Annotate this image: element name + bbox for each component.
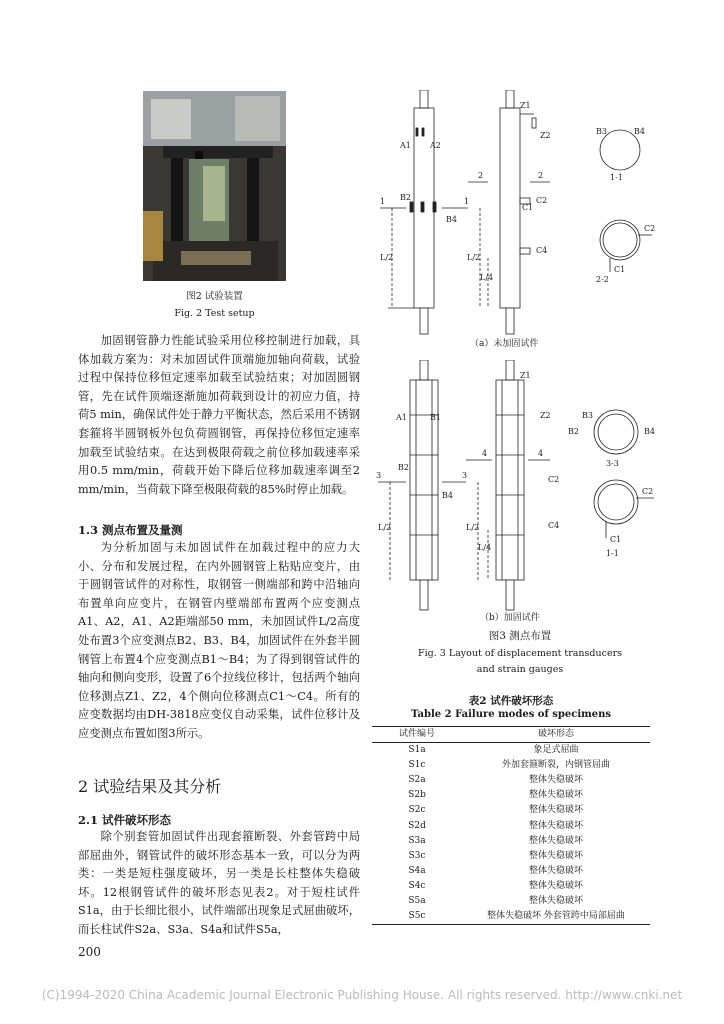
specimen-id-cell: S3a [408,835,426,846]
paragraph-loading: 加固钢管静力性能试验采用位移控制进行加载，具体加载方案为：对未加固试件顶端施加轴向荷载，试验过程中保持位移恒定速率加载至试验结束；对加固圆钢管，先在试件顶端逐渐施加荷载到设计的初应力值，持荷5 min，确保试件处于静力平衡状态，然后采用不锈钢套箍将半圆钢板外包负荷圆钢管，再保持位移恒定速率加载至试验结束。在达到极限荷载之前位移加载速率采用0.5 mm/min，荷载开始下降后位移加载速率调至2 mm/min，当荷载下降至极限荷载的85%时停止加载。 [78,334,360,496]
svg-text:B3: B3 [596,127,607,136]
svg-text:（b）加固试件: （b）加固试件 [480,613,540,623]
fig3b-diagram [370,360,670,625]
svg-text:2: 2 [538,171,544,180]
svg-text:4: 4 [538,449,544,458]
svg-text:C2: C2 [642,487,654,496]
svg-text:B3: B3 [582,411,593,420]
paragraph-measurement: 为分析加固与未加固试件在加载过程中的应力大小、分布和发展过程，在内外圆钢管上粘贴应变片，由于圆钢管试件的对称性，取钢管一侧端部和跨中沿轴向布置单向应变片，在钢管内壁端部布置两个应变测点A1、A2，A1、A2距端部50 mm，未加固试件L/2高度处布置3个应变测点B2、B3、B4，加固试件在外套半圆钢管上布置4个应变测点B1～B4；为了得到钢管试件的轴向和侧向变形，设置了6个拉线位移计，包括两个轴向位移测点Z1、Z2，4个侧向位移测点C1～C4。所有的应变数据均由DH-3818应变仪自动采集，试件位移计及应变测点布置如图3所示。 [78,541,360,740]
svg-text:C1: C1 [610,535,622,544]
failure-mode-cell: 整体失稳破坏 [528,805,583,816]
svg-text:A1: A1 [400,141,411,150]
specimen-id-cell: S1a [408,745,426,756]
failure-mode-cell: 整体失稳破坏 [528,820,583,831]
table-header: 破坏形态 [537,729,574,739]
failure-mode-cell: 象足式屈曲 [533,745,579,756]
section-heading-1-3: 1.3 测点布置及量测 [78,523,183,537]
svg-text:A1: A1 [396,413,407,422]
table-row [372,819,650,834]
svg-text:4: 4 [482,449,488,458]
table-row [372,758,650,773]
failure-mode-cell: 整体失稳破坏 [528,865,583,876]
svg-text:B1: B1 [430,413,441,422]
page-number: 200 [78,945,101,959]
specimen-id-cell: S4c [408,880,426,891]
svg-text:Z2: Z2 [540,411,551,420]
svg-text:C2: C2 [548,475,560,484]
failure-mode-cell: 整体失稳破坏 外套管跨中局部屈曲 [487,911,625,922]
svg-text:C2: C2 [536,196,548,205]
svg-text:2: 2 [478,171,484,180]
specimen-id-cell: S5c [408,911,426,922]
svg-text:L/2: L/2 [466,523,480,532]
table-row [372,864,650,879]
specimen-id-cell: S2a [408,775,426,786]
svg-text:1: 1 [464,197,470,206]
table2 [372,726,650,925]
specimen-id-cell: S1c [408,760,426,771]
svg-text:（a）未加固试件: （a）未加固试件 [470,339,539,349]
table-row [372,834,650,849]
fig3a-specimen-2-top-rod [506,90,514,108]
table-row [372,849,650,864]
table2-title-en: Table 2 Failure modes of specimens [411,709,611,720]
svg-text:Z1: Z1 [520,371,531,380]
failure-mode-cell: 整体失稳破坏 [528,790,583,801]
table-row [372,909,650,925]
table-header: 试件编号 [398,729,435,739]
specimen-id-cell: S4a [408,865,426,876]
svg-text:C1: C1 [614,265,626,274]
section-heading-2-1: 2.1 试件破坏形态 [78,813,172,827]
table-row [372,879,650,894]
copyright-footer: (C)1994-2020 China Academic Journal Electronic Publishing House. All rights reserved. http://www.cnki.net [41,988,683,1002]
svg-text:3-3: 3-3 [606,459,619,468]
svg-text:1-1: 1-1 [610,173,623,182]
svg-text:C4: C4 [536,246,548,255]
svg-text:B4: B4 [644,427,655,436]
svg-text:Z2: Z2 [540,131,551,140]
svg-text:Z1: Z1 [520,101,531,110]
paragraph-failure: 除个别套管加固试件出现套箍断裂、外套管跨中局部屈曲外，钢管试件的破坏形态基本一致，可以分为两类：一类是短柱强度破坏，另一类是长柱整体失稳破坏。12根钢管试件的破坏形态见表2。对于短柱试件S1a，由于长细比很小，试件端部出现象足式屈曲破坏，而长柱试件S2a、S3a、S4a和试件S5a， [78,830,360,936]
failure-mode-cell: 外加套箍断裂，内钢管屈曲 [501,760,610,771]
svg-text:L/2: L/2 [380,253,394,262]
fig3a-specimen-2-tube [500,108,520,308]
svg-text:1-1: 1-1 [606,549,619,558]
table-row [372,743,650,759]
svg-text:2-2: 2-2 [596,275,609,284]
specimen-id-cell: S3c [408,850,426,861]
svg-text:1: 1 [380,197,386,206]
svg-text:L/4: L/4 [478,543,492,552]
svg-text:B2: B2 [568,427,579,436]
table-row [372,894,650,909]
failure-mode-cell: 整体失稳破坏 [528,896,583,907]
svg-text:L/2: L/2 [467,253,481,262]
fig3a-diagram [370,90,670,350]
svg-text:C4: C4 [548,521,560,530]
fig3a-specimen-1-bottom-rod [420,308,428,334]
fig2-caption-cn: 图2 试验装置 [186,291,243,302]
failure-mode-cell: 整体失稳破坏 [528,835,583,846]
svg-text:3: 3 [462,471,468,480]
fig3-caption-en-2: and strain gauges [476,664,564,675]
section-heading-2: 2 试验结果及其分析 [78,777,222,796]
svg-text:C1: C1 [522,203,534,212]
table-row [372,773,650,788]
svg-text:B4: B4 [442,491,453,500]
fig3-caption-cn: 图3 测点布置 [488,630,552,642]
fig3-caption-en-1: Fig. 3 Layout of displacement transducers [418,648,622,659]
svg-text:B4: B4 [634,127,645,136]
table-row [372,788,650,803]
fig2-caption-en: Fig. 2 Test setup [174,308,255,319]
table-row [372,803,650,818]
fig3a-specimen-1-top-rod [420,90,428,108]
table2-title-cn: 表2 试件破坏形态 [468,695,554,707]
specimen-id-cell: S5a [408,896,426,907]
specimen-id-cell: S2b [408,790,426,801]
failure-mode-cell: 整体失稳破坏 [528,880,583,891]
specimen-id-cell: S2c [408,805,426,816]
svg-text:C2: C2 [644,224,656,233]
test-setup-photo [143,91,286,281]
failure-mode-cell: 整体失稳破坏 [528,850,583,861]
fig3a-specimen-2-bottom-rod [506,308,514,334]
svg-text:B2: B2 [398,463,409,472]
failure-mode-cell: 整体失稳破坏 [528,775,583,786]
svg-text:B4: B4 [446,215,457,224]
svg-text:A2: A2 [430,141,441,150]
specimen-id-cell: S2d [408,820,426,831]
svg-text:3: 3 [376,471,382,480]
svg-text:L/4: L/4 [480,273,494,282]
svg-text:B2: B2 [400,193,411,202]
svg-text:L/2: L/2 [378,523,392,532]
